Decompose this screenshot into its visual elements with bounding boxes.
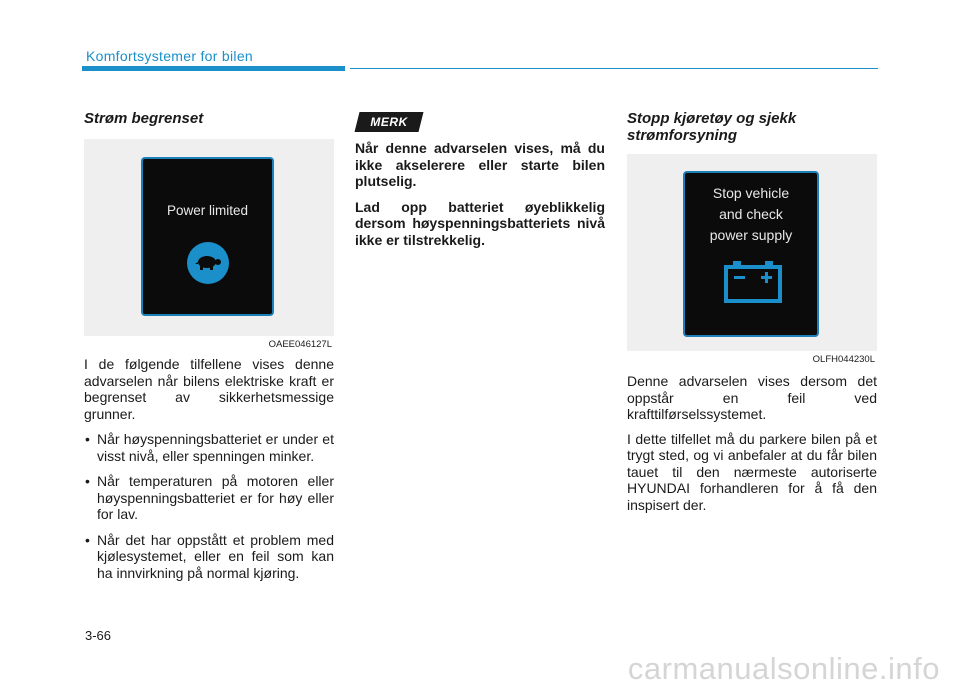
middle-column [355,110,605,248]
body-paragraph: Denne advarselen vises dersom det oppstår en feil ved krafttilførselssystemet. [627,373,877,422]
power-limited-heading: Strøm begrenset [84,110,204,127]
condition-list [84,431,334,581]
display-message: Power limited [166,203,249,218]
body-paragraph: I dette tilfellet må du parkere bilen på et trygt sted, og vi anbefaler at du får bilen tauet til den nærmeste autoriserte HYUNDAI forhandleren for å få den inspisert der. [627,430,877,513]
stop-vehicle-heading: Stopp kjøretøy og sjekk strømforsyning [627,110,797,144]
turtle-icon [187,242,229,284]
figure-code: OLFH044230L [812,354,875,365]
list-item: • Når det har oppstått et problem med kjølesystemet, eller en feil som kan ha innvirkning på normal kjøring. [84,532,334,582]
power-limited-figure [84,139,334,350]
cluster-display [141,157,274,316]
display-line: and check [719,206,783,222]
cluster-display [683,171,819,337]
note-badge [355,112,424,132]
display-message [685,183,817,246]
display-line: power supply [709,227,793,243]
section-title: Komfortsystemer for bilen [86,48,253,64]
intro-paragraph: I de følgende tilfellene vises denne advarselen når bilens elektriske kraft er begrenset av sikkerhetsmessige grunner. [84,356,334,422]
figure-code: OAEE046127L [268,339,332,350]
note-paragraph: Lad opp batteriet øyeblikkelig dersom høyspenningsbatteriets nivå ikke er tilstrekkelig. [355,198,605,248]
note-paragraph: Når denne advarselen vises, må du ikke akselerere eller starte bilen plutselig. [355,140,605,189]
right-column [627,110,877,513]
header-rule-thin [350,68,878,69]
stop-vehicle-figure [627,154,877,365]
header-rule-thick [82,66,345,71]
list-item: • Når temperaturen på motoren eller høyspenningsbatteriet er for høy eller for lav. [84,473,334,523]
list-item: • Når høyspenningsbatteriet er under et visst nivå, eller spenningen minker. [84,431,334,464]
left-column [84,110,334,590]
watermark: carmanualsonline.info [627,651,940,686]
note-badge-label: MERK [370,115,408,129]
display-line: Stop vehicle [712,185,790,201]
battery-icon [723,259,783,303]
page-number: 3-66 [85,628,112,643]
